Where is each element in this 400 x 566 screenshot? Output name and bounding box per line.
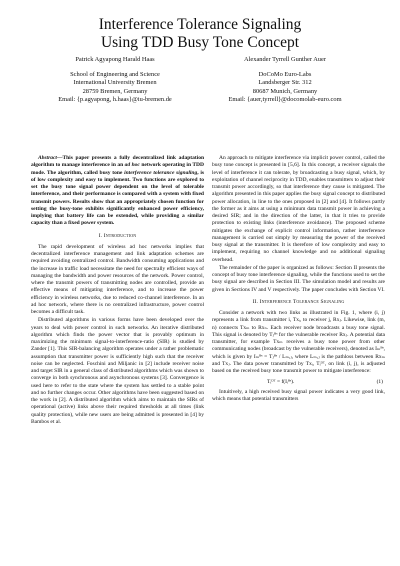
author-names: Alexander Tyrrell Gunther Auer [244, 56, 326, 63]
abstract-text: —This paper presents a fully decentralized link adaptation algorithm to manage interference in an [31, 155, 204, 169]
author-names: Patrick Agyapong Harald Haas [75, 56, 155, 63]
affiliation-line: 28759 Bremen, Germany [82, 87, 148, 95]
paragraph: The rapid development of wireless ad hoc networks implies that decentralized interference management and link adaptation schemes are required avoiding centralized control. Bandwidth consuming applications and the increase in traffic load necessitate the need for spectrally efficient ways of managing the bandwidth and power resources of the network. Power control, where the transmit powers of transmitting nodes are controlled, provide an effective means of mitigating interference, and to increase the power efficiency in wireless networks, due to reduced co-channel interference. In an ad hoc network, where there is no centralized infrastructure, power control becomes a difficult task. [31, 243, 204, 315]
abstract [31, 155, 204, 228]
affiliation-line: 80687 Munich, Germany [252, 87, 318, 95]
affiliation-left [40, 56, 190, 104]
abstract-text: , is of low complexity and easy to implement. Two functions are explored to set the busy tone signal power dependent on the level of tolerable interference, and their performance is compared with a system with fixed transmit powers. Results show that an appropriately chosen function for setting the busy-tone exhibits significantly enhanced power efficiency, implying that battery life can be extended, while providing a similar capacity than a fixed power system. [31, 169, 204, 227]
paragraph: An approach to mitigate interference via implicit power control, called the busy tone concept is presented in [5,6]. In this concept, a receiver signals the level of interference it can tolerate, by broadcasting a busy signal, which, by exploitation of channel reciprocity in TDD, enables transmitters to adjust their transmit power accordingly, so that interference they cause is mitigated. The algorithm presented in this paper applies the busy signal concept to distributed power allocation, in line to the ones proposed in [2] and [4]. It follows partly the former as it aims at using a minimum data transmit power in achieving a desired SIR; and in the direction of the latter, in that it tries to provide protection to existing links (interference avoidance). The proposed scheme mitigates the exchange of explicit control information, rather interference management is carried out simply by measuring the power of the received busy signal at the transmitter. It is therefore of low complexity and easy to implement, requiring no channel knowledge and no additional signaling overhead. [212, 155, 385, 263]
equation-body: Tᵢᴰᵀ = f(Iᵢᴮˢ). [267, 378, 295, 385]
affiliation-line: Landsberger Str. 312 [258, 79, 312, 87]
equation [212, 377, 385, 389]
abstract-term: ad hoc [124, 162, 140, 169]
paragraph: The remainder of the paper is organized as follows: Section II presents the concept of busy tone interference signaling, while the functions used to set the busy signal are described in Section III. The simulation model and results are given in Sections IV and V respectively. The paper concludes with Section VI. [212, 264, 385, 293]
equation-number: (1) [376, 378, 383, 385]
paragraph: Intuitively, a high received busy signal power indicates a very good link, which means that potential transmitters [212, 388, 385, 403]
title-line: Using TDD Busy Tone Concept [100, 34, 300, 51]
affiliation-right [210, 56, 360, 104]
author-email[interactable]: Email: {auer,tyrrell}@docomolab-euro.com [228, 95, 342, 103]
affiliation-line: School of Engineering and Science [70, 71, 160, 79]
section-heading: II. Interference Tolerance Signaling [252, 298, 345, 305]
title-line: Interference Tolerance Signaling [98, 16, 302, 33]
affiliation-line: DoCoMo Euro-Labs [258, 71, 312, 79]
paragraph: Distributed algorithms in various forms have been developed over the years to deal with power control in such networks. An iterative distributed algorithm which finds the power vector that is provably optimum in maximizing the minimum signal-to-interference-ratio (SIR) is studied by Zander [1]. This SIR-balancing algorithm operates under a rather problematic assumption that transmitter power is sufficiently high such that the receiver noise can be neglected. Foschini and Miljanic in [2] include receiver noise and target SIR in a general class of distributed algorithms which was shown to converge in both synchronous and asynchronous systems [3]. Convergence is used here to refer to the state where the system has settled to a stable point and no further changes occur. Other algorithms have been suggested based on the work in [2]. A distributed algorithm which aims to maintain the SIRs of operational (active) links above their required thresholds at all times (link quality protection), while new users are being admitted is presented in [4] by Bambos et al. [31, 317, 204, 425]
left-column [31, 155, 204, 427]
abstract-label: Abstract [38, 155, 57, 161]
section-heading: I. Introduction [98, 232, 137, 239]
author-email[interactable]: Email: {p.agyapong, h.haas}@iu-bremen.de [58, 95, 172, 103]
paragraph: Consider a network with two links as illustrated in Fig. 1, where (i, j) represents a link from transmitter i, Txᵢ, to receiver j, Rxⱼ. Likewise, link (m, n) connects Txₘ to Rxₙ. Each receiver node broadcasts a busy tone signal. This signal is denoted by Tⱼᴮˢ for the vulnerable receiver Rxⱼ. A potential data transmitter, for example Txₘ receives a busy tone power from other communicating nodes (broadcast by the vulnerable receivers), denoted as Iₘᴮˢ, which is given by Iₘᴮˢ = Tⱼᴮˢ / Lₘ,ⱼ, where Lₘ,ⱼ is the pathloss between Rxₘ and Txⱼ. The data power transmitted by Txᵢ, Tᵢᴰᵀ, on link (i, j), is adjusted based on the received busy tone transmit power to mitigate interference: [212, 310, 385, 375]
paper-title [0, 16, 400, 52]
abstract-term: interference tolerance signaling [124, 169, 198, 176]
right-column [212, 155, 385, 405]
abstract-text: network operating in TDD mode. The algorithm, called busy tone [31, 162, 204, 176]
affiliation-line: International University Bremen [73, 79, 157, 87]
